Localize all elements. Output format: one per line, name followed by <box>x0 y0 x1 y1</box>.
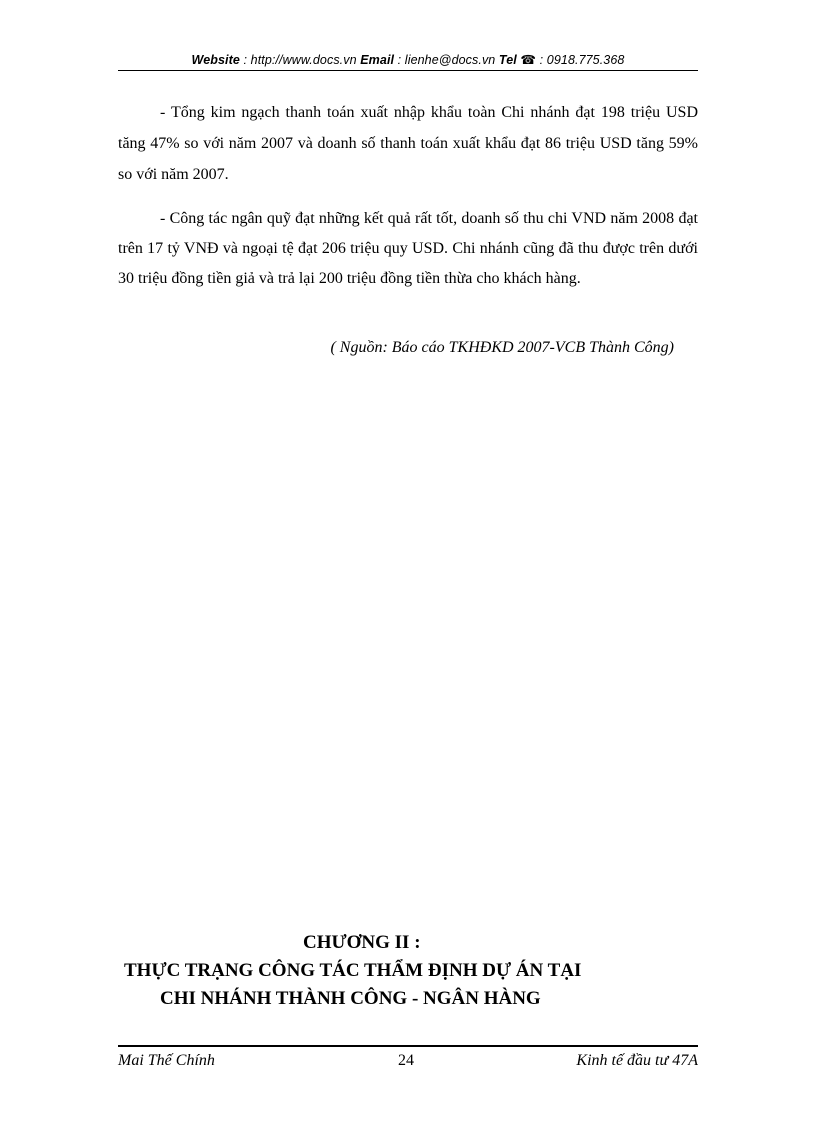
chapter-title-line-2: CHI NHÁNH THÀNH CÔNG - NGÂN HÀNG <box>160 988 541 1009</box>
phone-icon: ☎ <box>520 53 537 67</box>
footer-divider <box>118 1045 698 1047</box>
website-label: Website <box>191 53 240 67</box>
paragraph-treasury: - Công tác ngân quỹ đạt những kết quả rất tốt, doanh số thu chi VND năm 2008 đạt trên 17 tỷ VNĐ và ngoại tệ đạt 206 triệu quy USD. Chi nhánh cũng đã thu được trên dưới 30 triệu đồng tiền giả và trả lại 200 triệu đồng tiền thừa cho khách hàng. <box>118 210 698 287</box>
tel-label: Tel <box>498 53 517 67</box>
paragraph-trade-payment: - Tổng kim ngạch thanh toán xuất nhập khẩu toàn Chi nhánh đạt 198 triệu USD tăng 47% so với năm 2007 và doanh số thanh toán xuất khẩu đạt 86 triệu USD tăng 59% so với năm 2007. <box>118 104 698 183</box>
chapter-title-line-1: THỰC TRẠNG CÔNG TÁC THẨM ĐỊNH DỰ ÁN TẠI <box>124 960 582 981</box>
website-url: : http://www.docs.vn <box>239 53 361 67</box>
page-header <box>118 52 698 67</box>
header-divider <box>118 70 698 71</box>
footer-class: Kinh tế đầu tư 47A <box>576 1052 698 1069</box>
chapter-number: CHƯƠNG II : <box>303 932 421 953</box>
email-label: Email <box>360 53 395 67</box>
page-number: 24 <box>398 1052 414 1069</box>
email-address: : lienhe@docs.vn <box>394 53 499 67</box>
source-citation: ( Nguồn: Báo cáo TKHĐKD 2007-VCB Thành Công) <box>330 339 674 356</box>
footer-author: Mai Thế Chính <box>118 1052 215 1069</box>
tel-number: : 0918.775.368 <box>536 53 625 67</box>
